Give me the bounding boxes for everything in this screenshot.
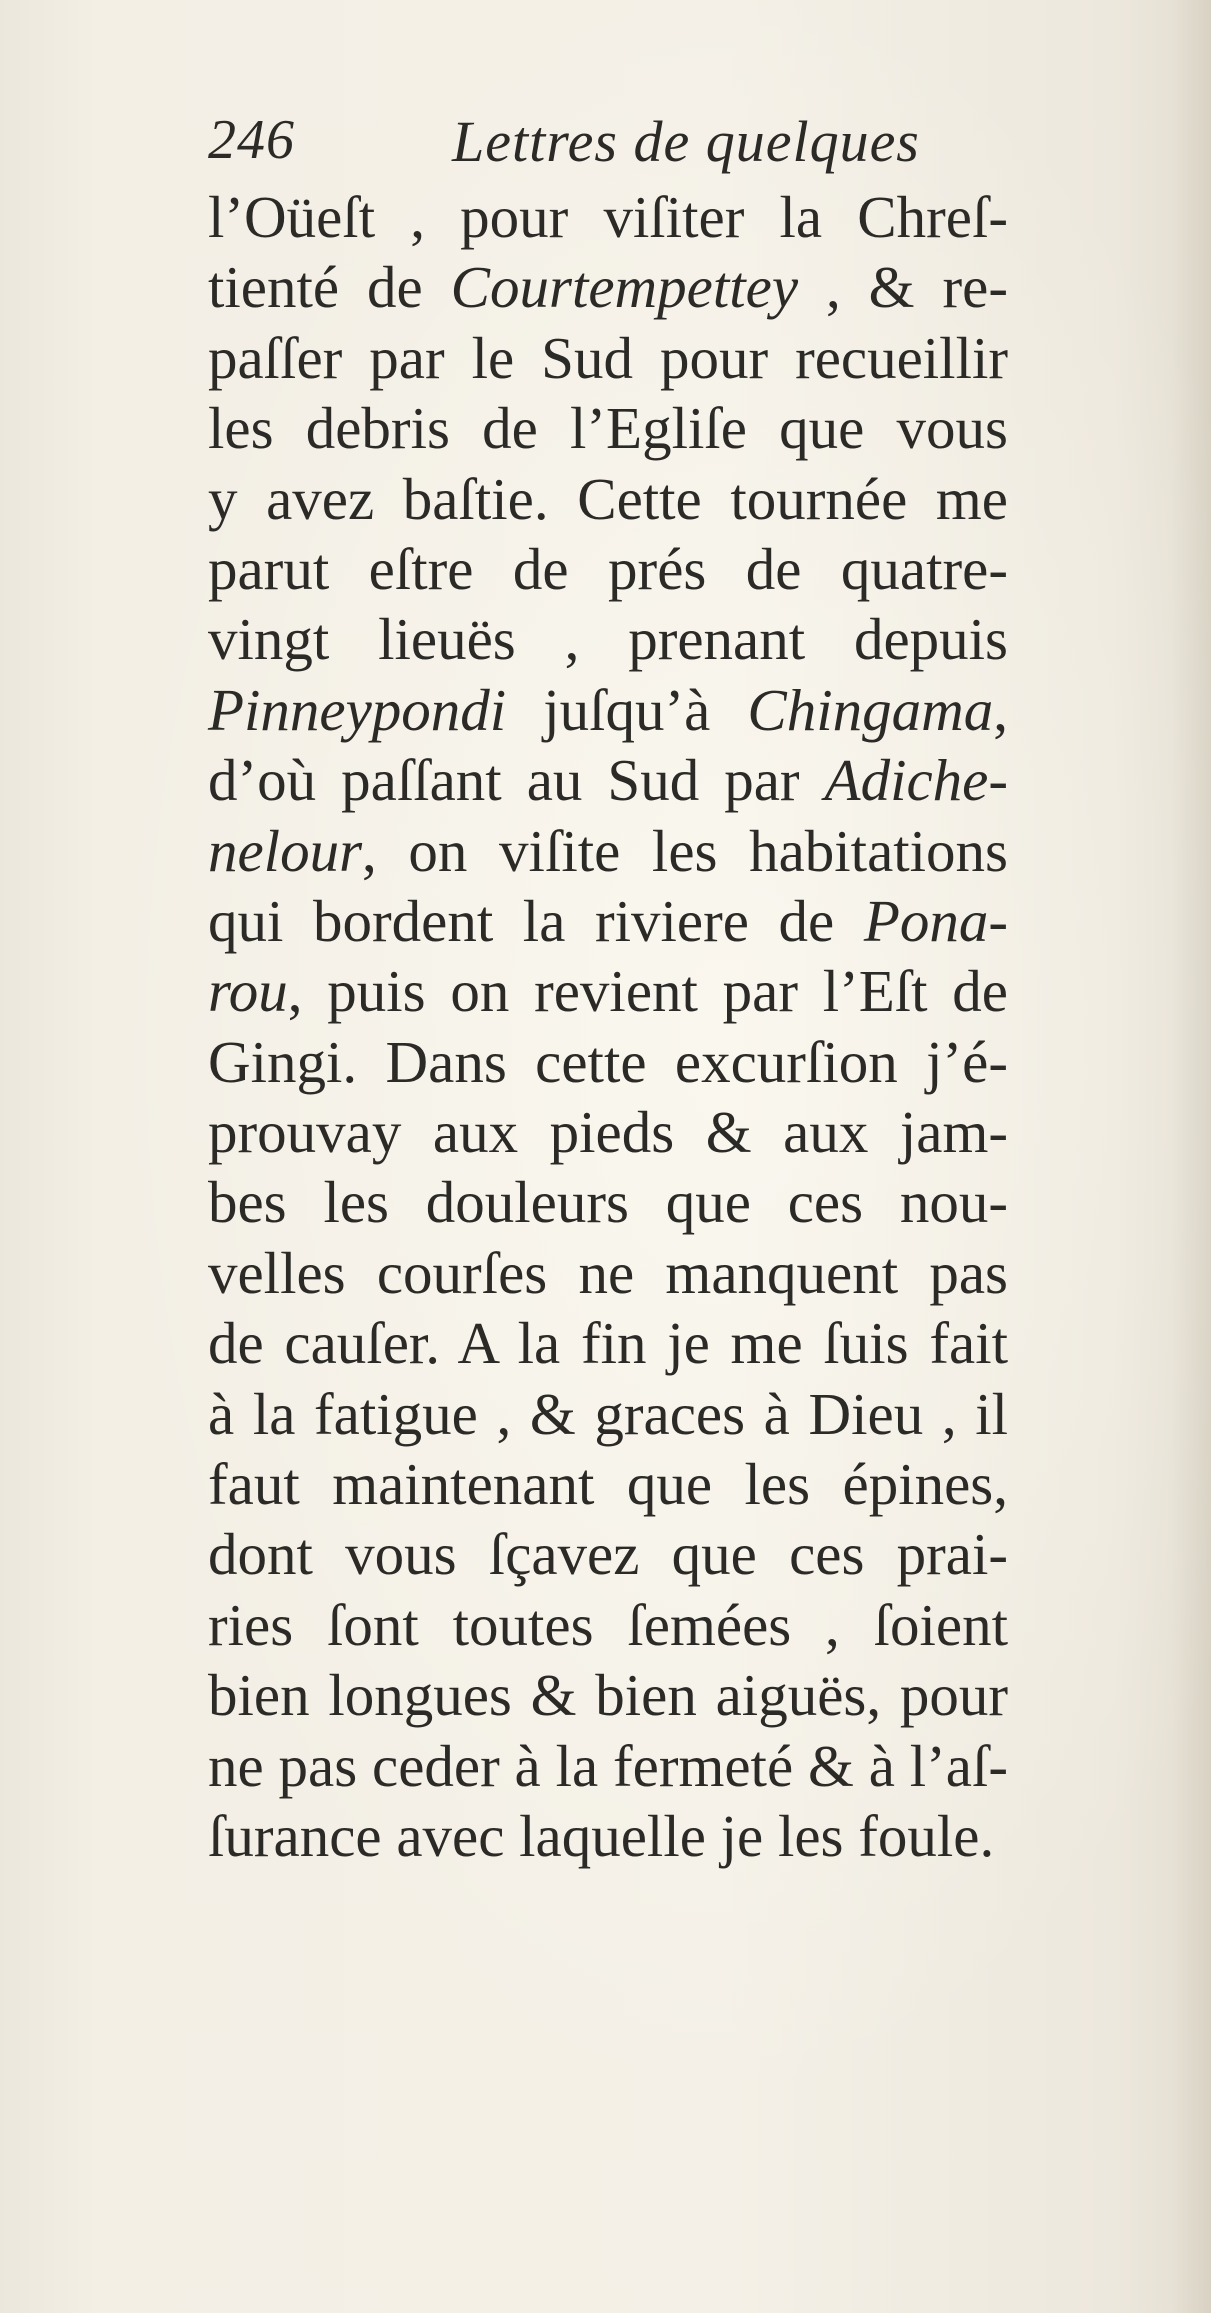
text-line	[208, 252, 1008, 322]
text-line	[208, 1097, 1008, 1167]
italic-text: Pinneypondi	[208, 676, 507, 743]
text-line	[208, 745, 1008, 815]
text-line	[208, 182, 1008, 252]
text-run: Gingi. Dans cette excurſion j’é-	[208, 1028, 1008, 1095]
text-run: bes les douleurs que ces nou-	[208, 1169, 1008, 1236]
text-run: à la fatigue , & graces à Dieu , il	[208, 1380, 1008, 1447]
running-title: Lettres de quelques	[452, 109, 920, 174]
italic-text: rou	[208, 958, 288, 1025]
text-run: les debris de l’Egliſe que vous	[208, 395, 1008, 462]
text-run: , on viſite les habitations	[362, 817, 1008, 884]
text-line	[208, 604, 1008, 674]
text-line	[208, 1167, 1008, 1237]
text-line	[208, 1660, 1008, 1730]
text-line	[208, 1590, 1008, 1660]
italic-text: Pona-	[863, 887, 1008, 954]
text-run: parut eſtre de prés de quatre-	[208, 535, 1008, 602]
italic-text: nelour	[208, 817, 363, 884]
text-run: prouvay aux pieds & aux jam-	[208, 1099, 1008, 1166]
text-run: , puis on revient par l’Eſt de	[287, 958, 1008, 1025]
text-line	[208, 534, 1008, 604]
italic-text: Courtempettey	[450, 254, 799, 321]
page-number: 246	[208, 109, 295, 171]
text-run: l’Oüeſt , pour viſiter la Chreſ-	[208, 184, 1008, 250]
text-line	[208, 1238, 1008, 1308]
text-line	[208, 464, 1008, 534]
text-run: faut maintenant que les épines,	[208, 1451, 1008, 1518]
text-line	[208, 1027, 1008, 1097]
text-run: qui bordent la riviere de	[208, 887, 864, 954]
text-line	[208, 886, 1008, 956]
text-run: velles courſes ne manquent pas	[208, 1239, 1008, 1306]
text-line	[208, 323, 1008, 393]
text-line	[208, 675, 1008, 745]
text-line	[208, 956, 1008, 1026]
text-line	[208, 1731, 1008, 1801]
text-run: , & re-	[798, 254, 1008, 321]
text-run: juſqu’à	[506, 676, 748, 743]
text-run: paſſer par le Sud pour recueillir	[208, 324, 1008, 391]
text-line	[208, 816, 1008, 886]
page-header	[208, 108, 1028, 178]
text-run: tienté de	[208, 254, 451, 321]
text-run: ne pas ceder à la fermeté & à l’aſ-	[208, 1732, 1008, 1799]
italic-text: Adiche-	[824, 747, 1008, 814]
text-line	[208, 1449, 1008, 1519]
text-line	[208, 1519, 1008, 1589]
text-run: y avez baſtie. Cette tournée me	[208, 465, 1008, 532]
text-run: dont vous ſçavez que ces prai-	[208, 1521, 1008, 1588]
page-edge-shadow	[1171, 0, 1211, 2313]
text-run: d’où paſſant au Sud par	[208, 747, 825, 814]
text-run: vingt lieuës , prenant depuis	[208, 606, 1008, 673]
text-run: bien longues & bien aiguës, pour	[208, 1662, 1008, 1729]
body-text	[208, 182, 1008, 1871]
text-line	[208, 1308, 1008, 1378]
text-line	[208, 1801, 1008, 1871]
text-run: de cauſer. A la fin je me ſuis fait	[208, 1310, 1008, 1377]
text-line	[208, 393, 1008, 463]
italic-text: Chingama	[747, 676, 994, 743]
text-line	[208, 1379, 1008, 1449]
text-run: ,	[993, 676, 1008, 743]
text-run: ſurance avec laquelle je les foule.	[208, 1802, 995, 1869]
text-run: ries ſont toutes ſemées , ſoient	[208, 1591, 1008, 1658]
